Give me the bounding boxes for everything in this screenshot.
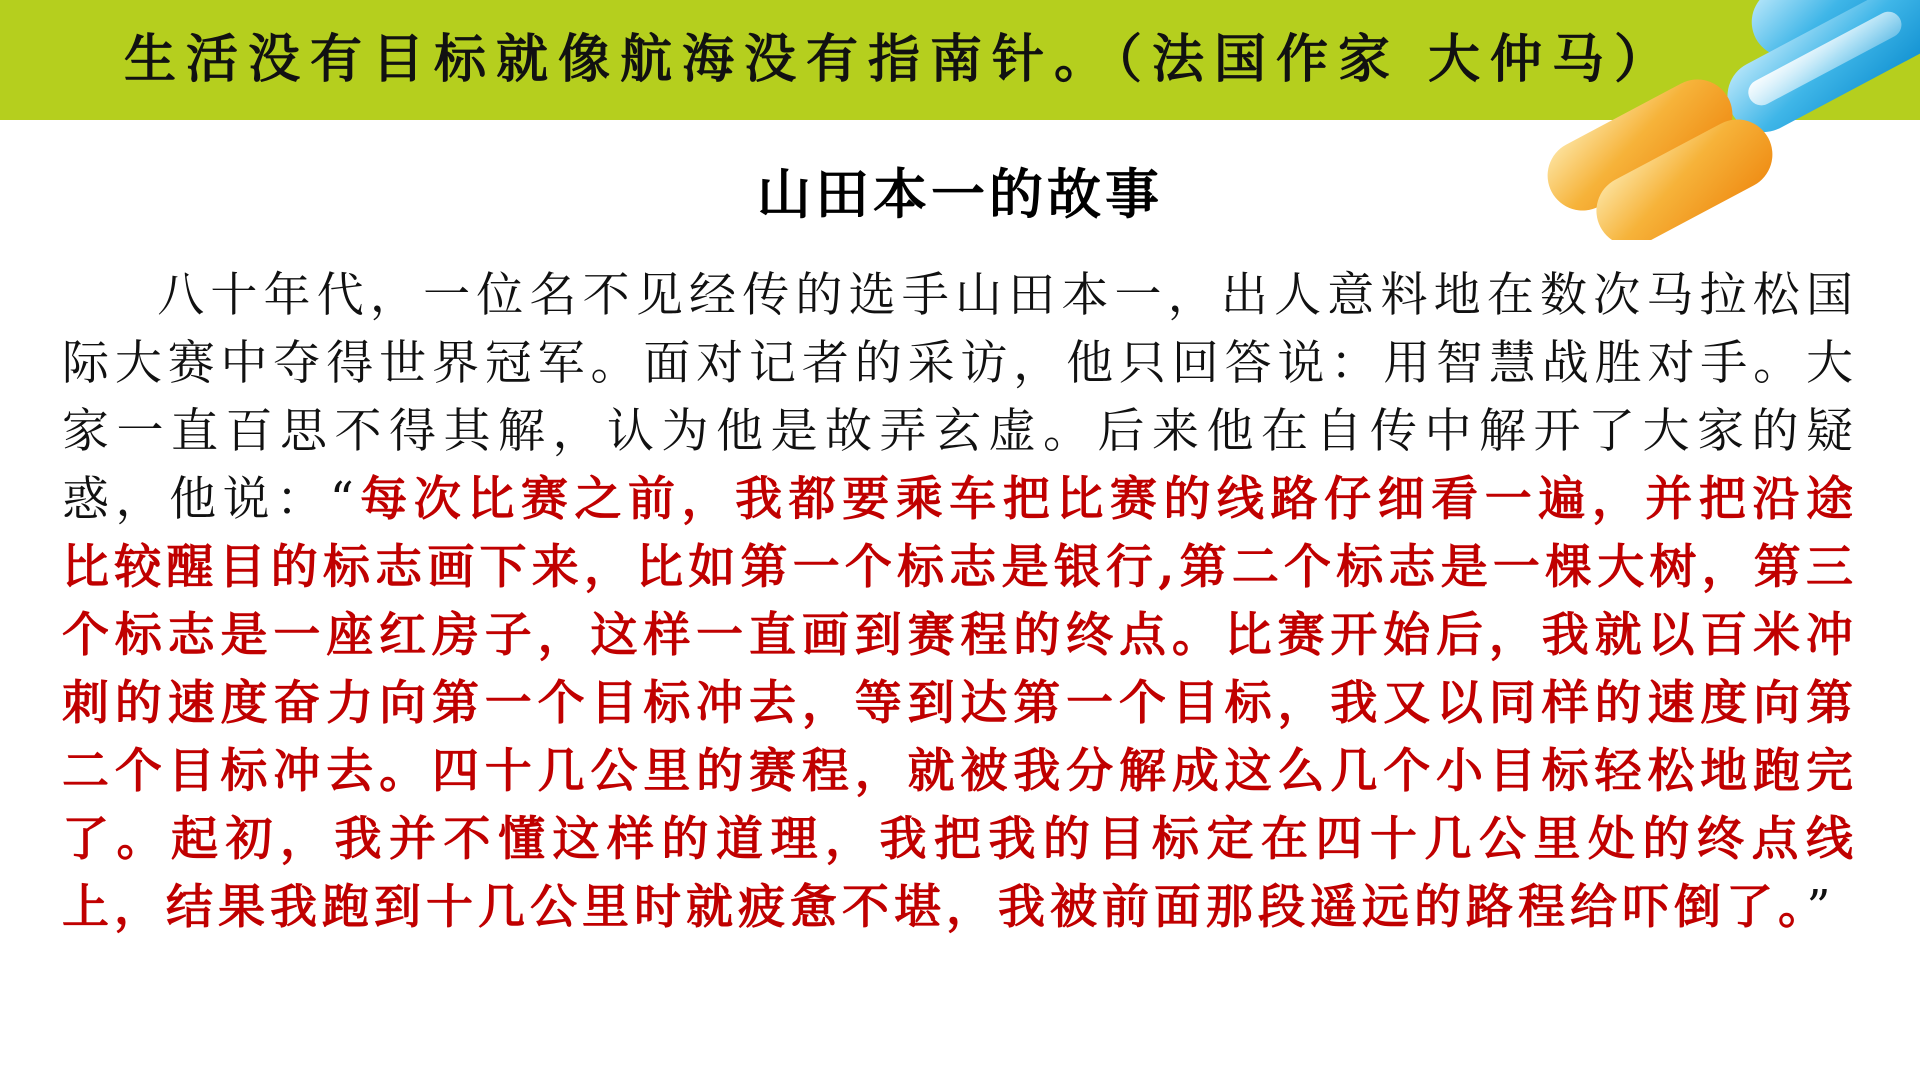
story-intro: 八十年代，一位名不见经传的选手山田本一，出人意料地在数次马拉松国际大赛中夺得世界冠军。面对记者的采访，他只回答说：用智慧战胜对手。大家一直百思不得其解，认为他是故弄玄虚。后来他在自传中解开了大家的疑惑，他说：“ [62, 268, 1858, 527]
story-quote: 每次比赛之前，我都要乘车把比赛的线路仔细看一遍，并把沿途比较醒目的标志画下来，比如第一个标志是银行,第二个标志是一棵大树，第三个标志是一座红房子，这样一直画到赛程的终点。比赛开始后，我就以百米冲刺的速度奋力向第一个目标冲去，等到达第一个目标，我又以同样的速度向第二个目标冲去。四十几公里的赛程，就被我分解成这么几个小目标轻松地跑完了。起初，我并不懂这样的道理，我把我的目标定在四十几公里处的终点线上，结果我跑到十几公里时就疲惫不堪，我被前面那段遥远的路程给吓倒了。 [62, 472, 1858, 935]
header-quote-text: 生活没有目标就像航海没有指南针。（法国作家 大仲马） [123, 29, 1677, 90]
header-quote [0, 0, 1920, 120]
story-body [62, 262, 1858, 942]
story-closing-mark: ” [1806, 880, 1836, 935]
story-title: 山田本一的故事 [757, 162, 1163, 226]
